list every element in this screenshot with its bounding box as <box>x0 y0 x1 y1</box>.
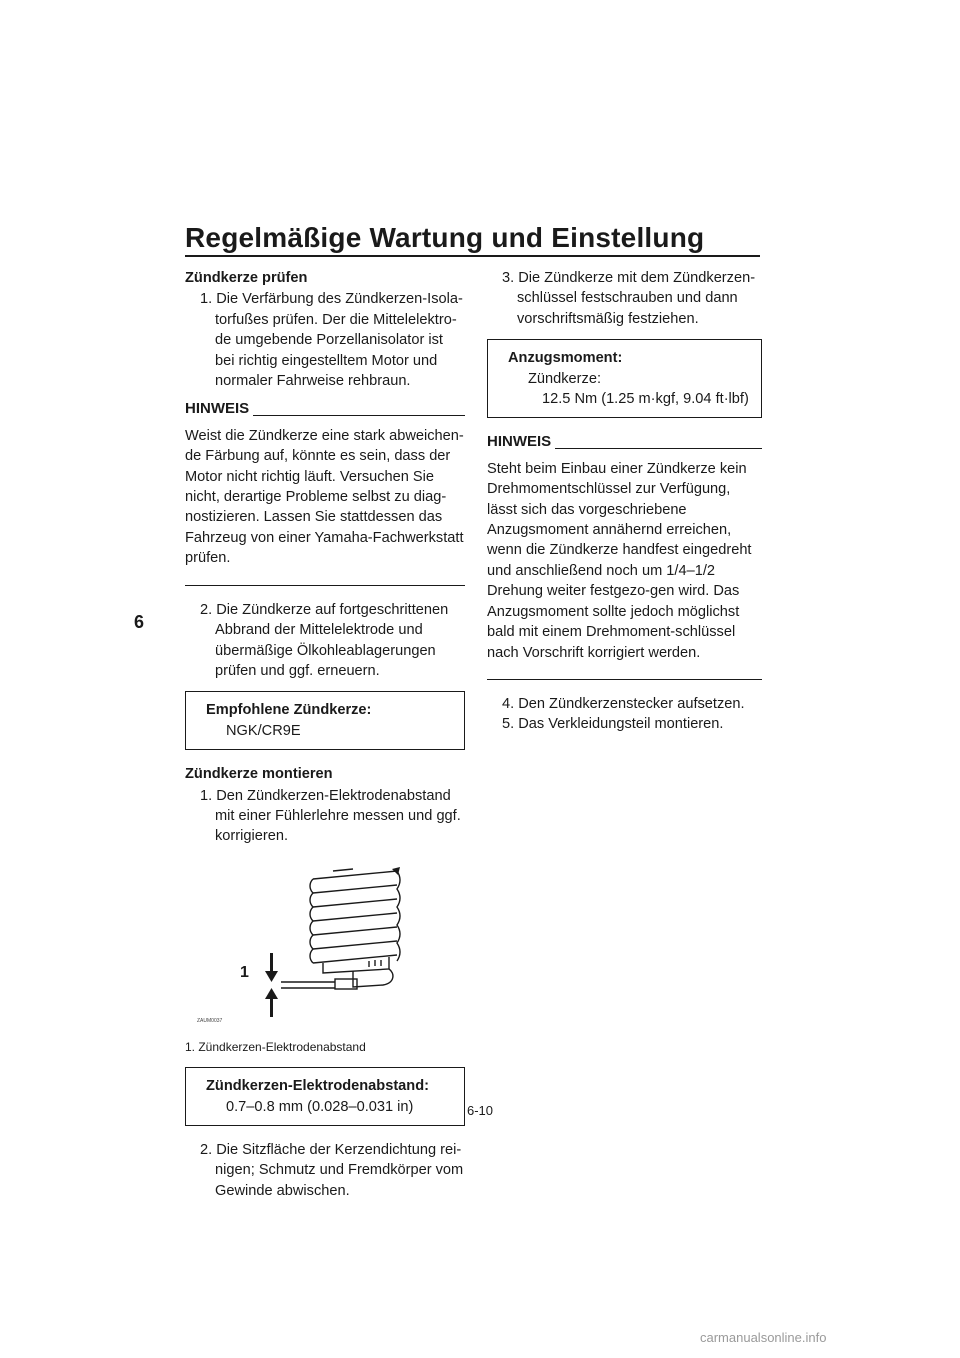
step-pruefen-2: 2. Die Zündkerze auf fortgeschrittenen Abbrand der Mittelelektrode und übermäßige Ölkohleablagerungen prüfen und ggf. erneuern. <box>200 601 449 679</box>
step-montieren-4: 4. Den Zündkerzenstecker aufsetzen. <box>502 695 745 712</box>
hinweis-end-rule <box>185 585 465 586</box>
spec-value: NGK/CR9E <box>226 722 301 739</box>
step-pruefen-1: 1. Die Verfärbung des Zündkerzen-Isola-torfußes prüfen. Der die Mittelelektro-de umgebende Porzellanisolator ist bei richtig eingestelltem Motor und normaler Fahrweise rehbraun. <box>200 291 463 390</box>
spec-title: Anzugsmoment: <box>508 350 623 367</box>
hinweis-label: HINWEIS <box>487 433 552 451</box>
hinweis-header <box>487 432 762 452</box>
title-rule <box>185 255 760 257</box>
spec-title: Zündkerzen-Elektrodenabstand: <box>206 1078 429 1095</box>
spec-value: 12.5 Nm (1.25 m·kgf, 9.04 ft·lbf) <box>542 391 749 408</box>
chapter-number: 6 <box>134 612 145 632</box>
hinweis-header <box>185 399 465 419</box>
hinweis-rule <box>253 415 465 416</box>
spec-title: Empfohlene Zündkerze: <box>206 702 372 719</box>
hinweis-box-2 <box>487 432 762 679</box>
spark-plug-illustration <box>185 861 465 1031</box>
section-heading-montieren: Zündkerze montieren <box>185 766 333 783</box>
step-montieren-3: 3. Die Zündkerze mit dem Zündkerzen-schlüssel festschrauben und dann vorschriftsmäßig festziehen. <box>502 270 756 327</box>
hinweis-rule <box>555 448 762 449</box>
figure-callout-1: 1 <box>240 963 249 981</box>
section-heading-pruefen: Zündkerze prüfen <box>185 270 308 286</box>
figure-caption: 1. Zündkerzen-Elektrodenabstand <box>185 1039 366 1054</box>
step-montieren-5: 5. Das Verkleidungsteil montieren. <box>502 716 724 733</box>
hinweis-box-1 <box>185 399 465 585</box>
hinweis-text: Weist die Zündkerze eine stark abweichen-de Färbung auf, könnte es sein, dass der Motor nicht richtig läuft. Versuchen Sie nicht, derartige Probleme selbst zu diag-nostizieren. Lassen Sie stattdessen das Fahrzeug von einer Yamaha-Fachwerkstatt prüfen. <box>185 427 464 567</box>
hinweis-text: Steht beim Einbau einer Zündkerze kein Drehmomentschlüssel zur Verfügung, lässt sich das vorgeschriebene Anzugsmoment annähernd erreichen, wenn die Zündkerze handfest eingedreht und anschließend noch um 1/4–1/2 Drehung weiter festgezo-gen wird. Das Anzugsmoment sollte jedoch möglichst bald mit einem Drehmoment-schlüssel nach Vorschrift korrigiert werden. <box>487 460 752 661</box>
figure-code: ZAUM0037 <box>197 1017 223 1024</box>
spec-box-torque <box>487 339 762 418</box>
step-montieren-1: 1. Den Zündkerzen-Elektrodenabstand mit einer Fühlerlehre messen und ggf. korrigieren. <box>200 787 461 845</box>
hinweis-label: HINWEIS <box>185 400 250 418</box>
left-column <box>185 268 465 1201</box>
hinweis-end-rule <box>487 679 762 680</box>
right-column <box>487 268 762 735</box>
spec-box-spark-plug <box>185 691 465 750</box>
step-montieren-2: 2. Die Sitzfläche der Kerzendichtung rei-nigen; Schmutz und Fremdkörper vom Gewinde abwischen. <box>200 1141 464 1199</box>
spec-subtitle: Zündkerze: <box>528 370 602 387</box>
watermark: carmanualsonline.info <box>700 1330 827 1345</box>
spark-plug-gap-figure <box>185 861 465 1031</box>
spec-value: 0.7–0.8 mm (0.028–0.031 in) <box>226 1098 414 1115</box>
page-number: 6-10 <box>466 1103 494 1118</box>
page-title: Regelmäßige Wartung und Einstellung <box>185 222 705 253</box>
